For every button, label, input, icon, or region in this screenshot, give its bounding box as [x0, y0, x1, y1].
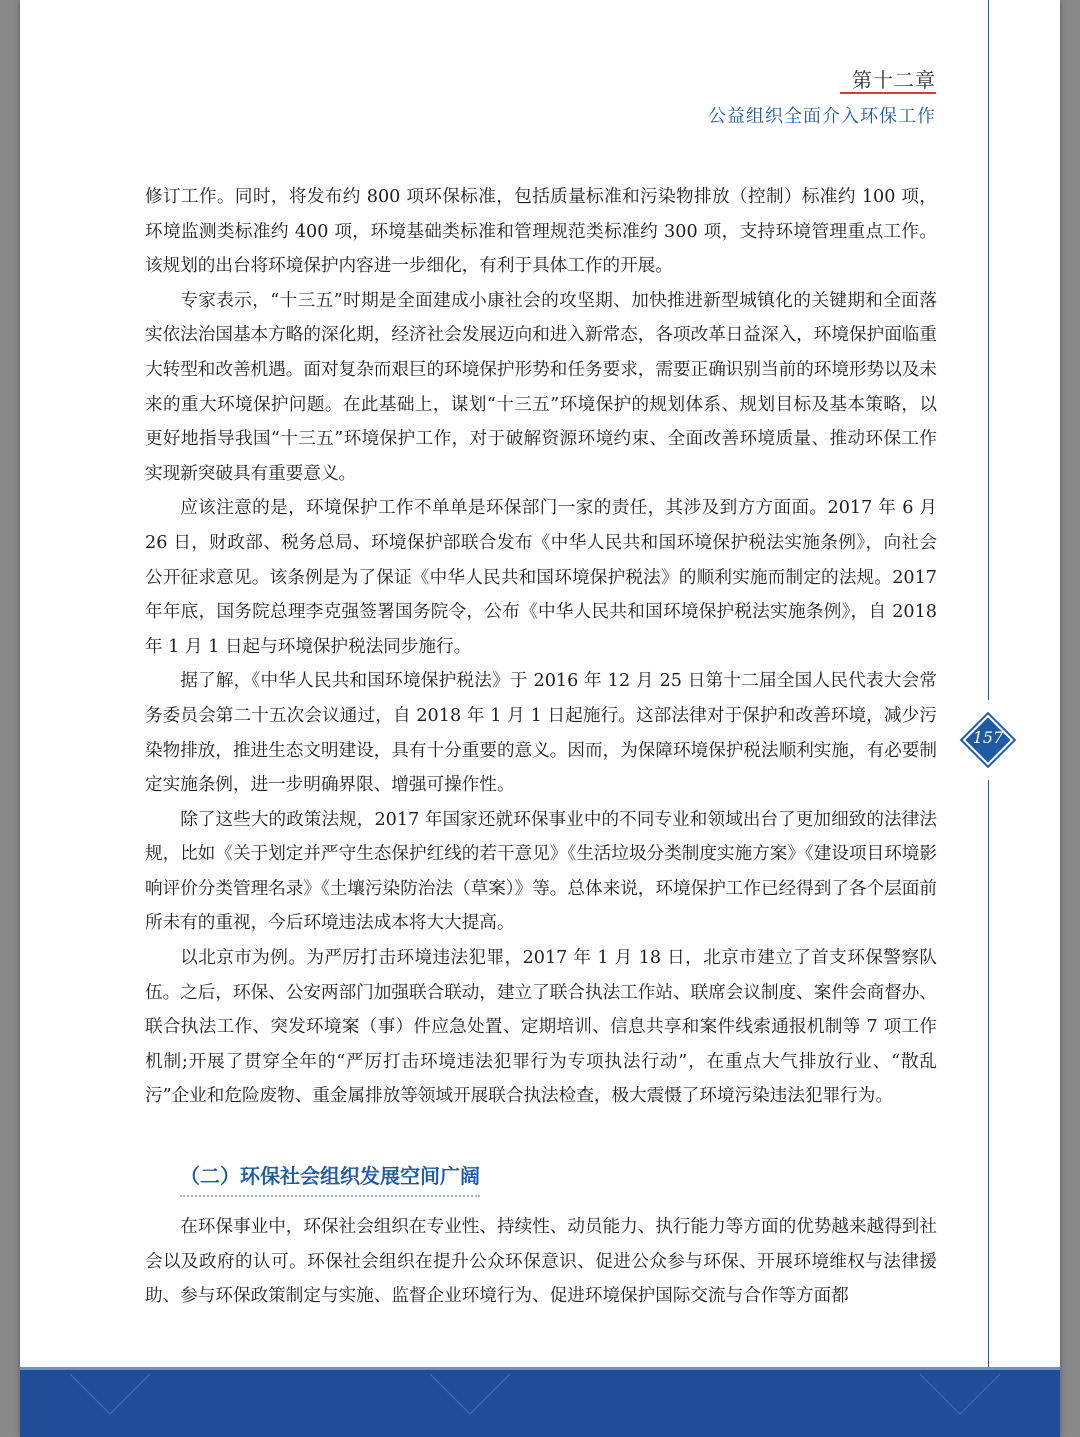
page-number: 157 — [972, 728, 1004, 747]
section-body — [145, 1210, 937, 1314]
paragraph: 以北京市为例。为严厉打击环境违法犯罪，2017 年 1 月 18 日，北京市建立了首支环保警察队伍。之后，环保、公安两部门加强联合联动，建立了联合执法工作站、联席会议制度、案件会商督办、联合执法工作、突发环境案（事）件应急处置、定期培训、信息共享和案件线索通报机制等 7 项工作机制;开展了贯穿全年的“严厉打击环境违法犯罪行为专项执法行动”，在重点大气排放行业、“散乱污”企业和危险废物、重金属排放等领域开展联合执法检查，极大震慑了环境污染违法犯罪行为。 — [145, 948, 937, 1107]
margin-rule-lower — [988, 780, 989, 1380]
chapter-divider — [840, 92, 936, 94]
chapter-number: 第十二章 — [852, 68, 936, 92]
body-text — [145, 180, 937, 1114]
paragraph: 除了这些大的政策法规，2017 年国家还就环保事业中的不同专业和领域出台了更加细致的法律法规，比如《关于划定并严守生态保护红线的若干意见》《生活垃圾分类制度实施方案》《建设项目环境影响评价分类管理名录》《土壤污染防治法（草案）》等。总体来说，环境保护工作已经得到了各个层面前所未有的重视，今后环境违法成本将大大提高。 — [145, 809, 937, 934]
paragraph: 据了解，《中华人民共和国环境保护税法》于 2016 年 12 月 25 日第十二届全国人民代表大会常务委员会第二十五次会议通过，自 2018 年 1 月 1 日起施行。这部法律对于保护和改善环境，减少污染物排放，推进生态文明建设，具有十分重要的意义。因而，为保障环境保护税法顺利实施，有必要制定实施条例，进一步明确界限、增强可操作性。 — [145, 671, 937, 796]
paragraph: 在环保事业中，环保社会组织在专业性、持续性、动员能力、执行能力等方面的优势越来越得到社会以及政府的认可。环保社会组织在提升公众环保意识、促进公众参与环保、开展环境维权与法律援助、参与环保政策制定与实施、监督企业环境行为、促进环境保护国际交流与合作等方面都 — [145, 1217, 937, 1307]
footer-pattern-icon — [20, 1370, 1060, 1437]
footer-bar — [20, 1370, 1060, 1437]
section-heading: （二）环保社会组织发展空间广阔 — [180, 1160, 480, 1197]
paragraph: 专家表示，“十三五”时期是全面建成小康社会的攻坚期、加快推进新型城镇化的关键期和全面落实依法治国基本方略的深化期，经济社会发展迈向和进入新常态，各项改革日益深入，环境保护面临重大转型和改善机遇。面对复杂而艰巨的环境保护形势和任务要求，需要正确识别当前的环境形势以及未来的重大环境保护问题。在此基础上，谋划“十三五”环境保护的规划体系、规划目标及基本策略，以更好地指导我国“十三五”环境保护工作，对于破解资源环境约束、全面改善环境质量、推动环保工作实现新突破具有重要意义。 — [145, 290, 937, 484]
margin-rule — [988, 0, 989, 700]
chapter-title: 公益组织全面介入环保工作 — [708, 106, 936, 127]
book-page — [20, 0, 1060, 1437]
paragraph: 应该注意的是，环境保护工作不单单是环保部门一家的责任，其涉及到方方面面。2017 年 6 月 26 日，财政部、税务总局、环境保护部联合发布《中华人民共和国环境保护税法实施条例》，向社会公开征求意见。该条例是为了保证《中华人民共和国环境保护税法》的顺利实施而制定的法规。2017 年年底，国务院总理李克强签署国务院令，公布《中华人民共和国环境保护税法实施条例》，自 2018 年 1 月 1 日起与环境保护税法同步施行。 — [145, 498, 937, 657]
paragraph: 修订工作。同时，将发布约 800 项环保标准，包括质量标准和污染物排放（控制）标准约 100 项，环境监测类标准约 400 项，环境基础类标准和管理规范类标准约 300 项，支持环境管理重点工作。该规划的出台将环境保护内容进一步细化，有利于具体工作的开展。 — [145, 187, 937, 277]
